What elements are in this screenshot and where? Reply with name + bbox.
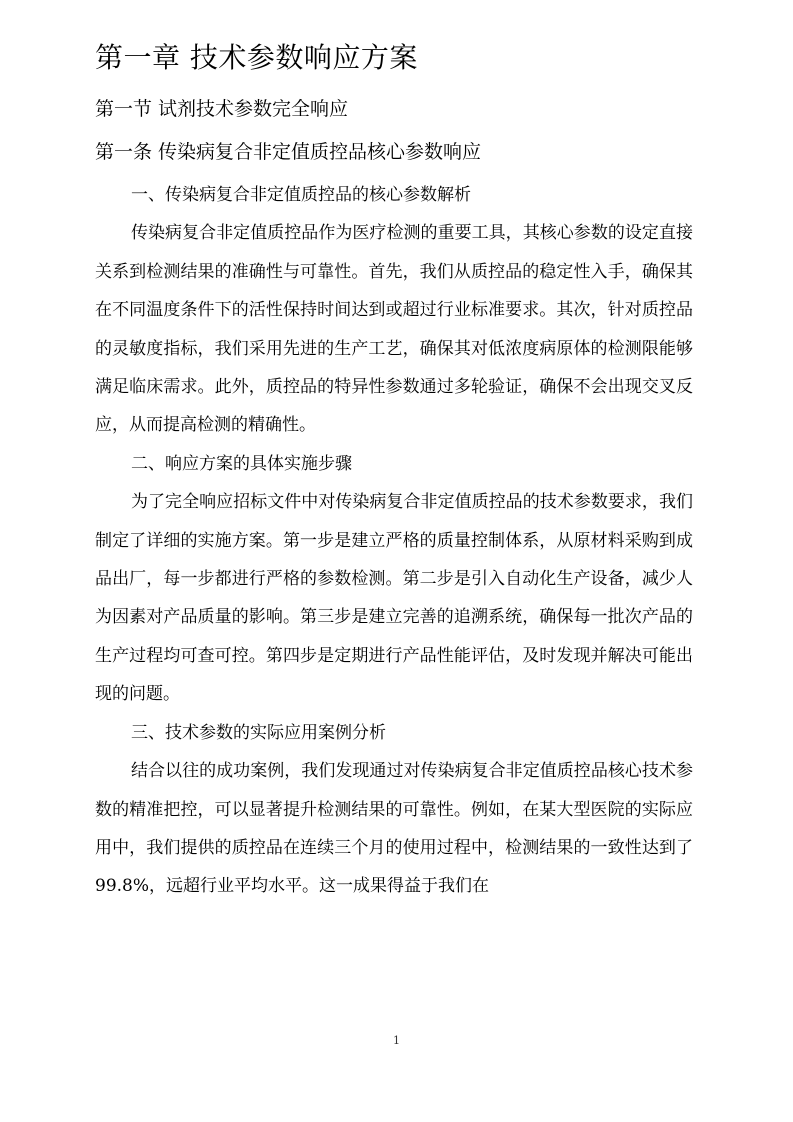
subsection-heading-3: 三、技术参数的实际应用案例分析: [131, 722, 386, 743]
chapter-title: 第一章 技术参数响应方案: [95, 41, 418, 74]
document-body: [95, 176, 693, 906]
subsection-heading-2: 二、响应方案的具体实施步骤: [131, 453, 352, 474]
section-title: 第一节 试剂技术参数完全响应: [95, 98, 349, 120]
subsection-paragraph-3: 结合以往的成功案例，我们发现通过对传染病复合非定值质控品核心技术参数的精准把控，可以显著提升检测结果的可靠性。例如，在某大型医院的实际应用中，我们提供的质控品在连续三个月的使用过程中，检测结果的一致性达到了 99.8%，远超行业平均水平。这一成果得益于我们在: [95, 761, 693, 897]
article-title: 第一条 传染病复合非定值质控品核心参数响应: [95, 141, 482, 163]
page-number: 1: [393, 1034, 400, 1047]
subsection-paragraph-2: 为了完全响应招标文件中对传染病复合非定值质控品的技术参数要求，我们制定了详细的实施方案。第一步是建立严格的质量控制体系，从原材料采购到成品出厂，每一步都进行严格的参数检测。第二步是引入自动化生产设备，减少人为因素对产品质量的影响。第三步是建立完善的追溯系统，确保每一批次产品的生产过程均可查可控。第四步是定期进行产品性能评估，及时发现并解决可能出现的问题。: [95, 492, 693, 705]
subsection-heading-1: 一、传染病复合非定值质控品的核心参数解析: [131, 185, 471, 205]
subsection-paragraph-1: 传染病复合非定值质控品作为医疗检测的重要工具，其核心参数的设定直接关系到检测结果的准确性与可靠性。首先，我们从质控品的稳定性入手，确保其在不同温度条件下的活性保持时间达到或超过行业标准要求。其次，针对质控品的灵敏度指标，我们采用先进的生产工艺，确保其对低浓度病原体的检测限能够满足临床需求。此外，质控品的特异性参数通过多轮验证，确保不会出现交叉反应，从而提高检测的精确性。: [95, 223, 693, 436]
